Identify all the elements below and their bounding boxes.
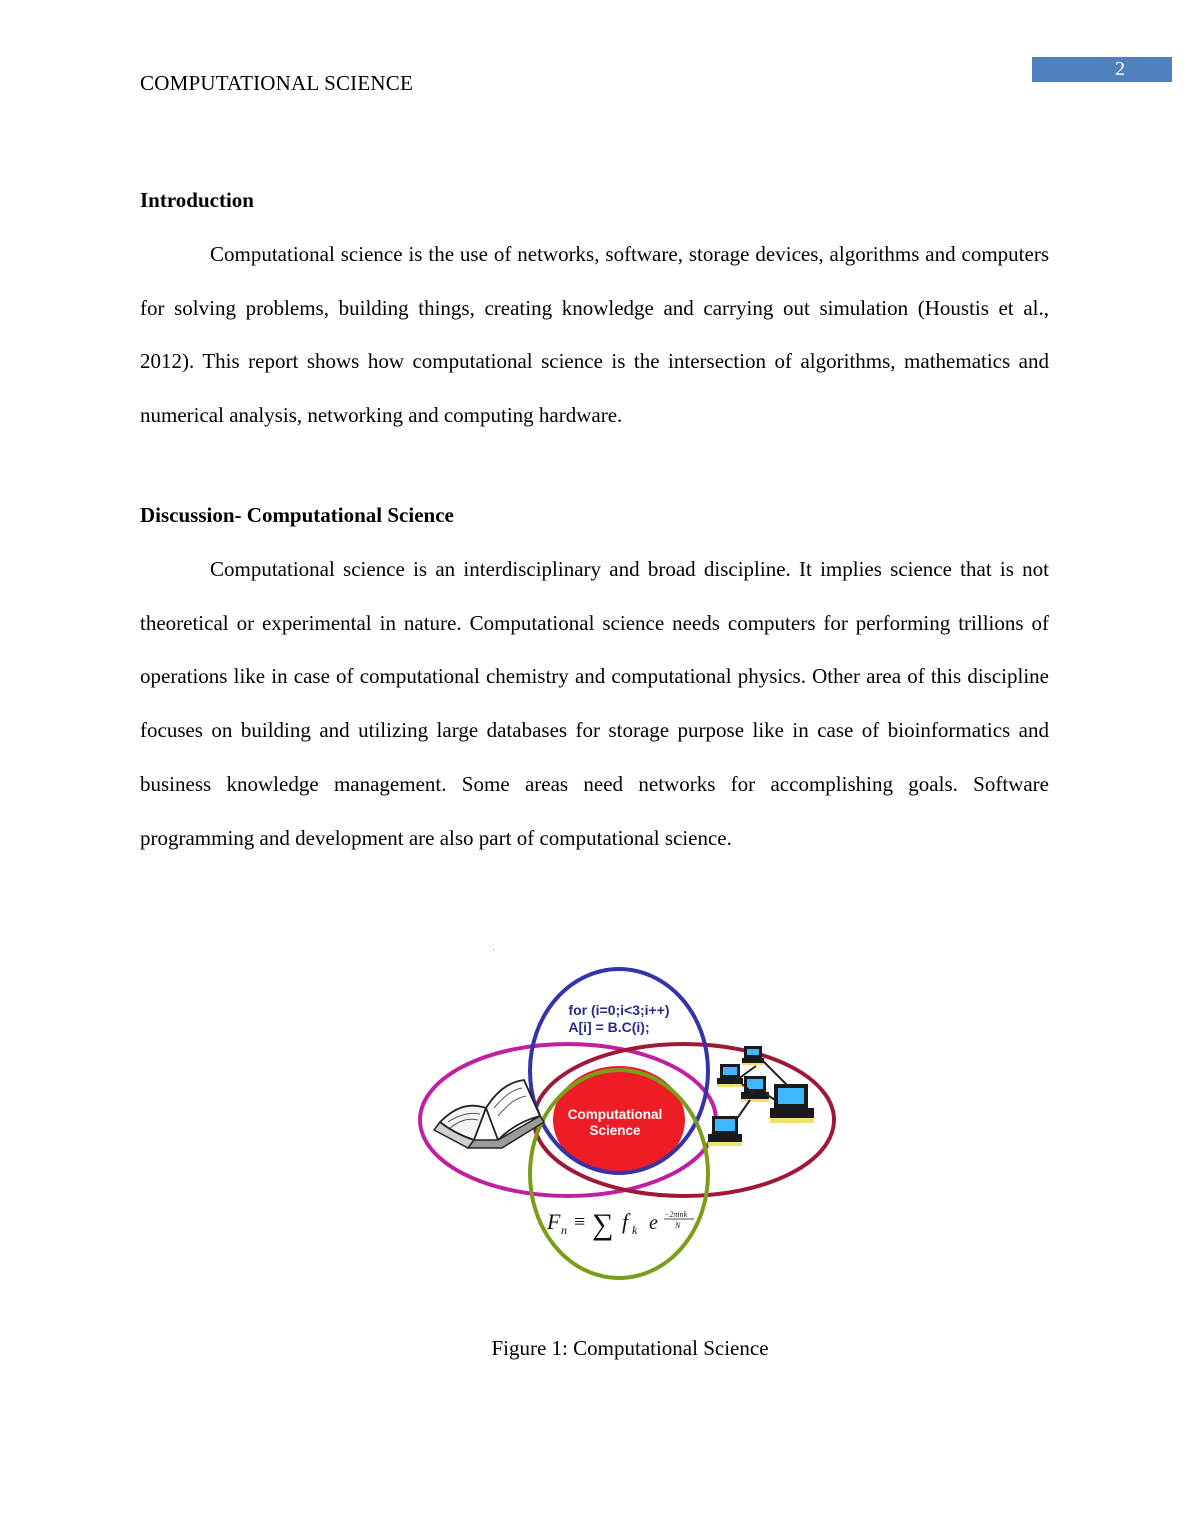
running-head: COMPUTATIONAL SCIENCE bbox=[140, 71, 413, 95]
svg-text:≡: ≡ bbox=[574, 1211, 586, 1233]
section-heading-discussion: Discussion- Computational Science bbox=[140, 503, 454, 527]
svg-text:−2πink: −2πink bbox=[664, 1210, 688, 1219]
svg-text:∑: ∑ bbox=[592, 1208, 614, 1241]
computational-science-venn-figure bbox=[416, 960, 840, 1286]
svg-text:e: e bbox=[649, 1212, 658, 1234]
discussion-paragraph bbox=[140, 543, 1049, 865]
open-book-icon bbox=[434, 1080, 544, 1148]
stray-dot bbox=[493, 949, 494, 950]
fourier-formula bbox=[546, 1208, 694, 1241]
discussion-text: Computational science is an interdisciplinary and broad discipline. It implies science that is not theoretical or experimental in nature. Computational science needs computers for performing trillions of operations like in case of computational chemistry and computational physics. Other area of this discipline focuses on building and utilizing large databases for storage purpose like in case of bioinformatics and business knowledge management. Some areas need networks for accomplishing goals. Software programming and development are also part of computational science. bbox=[140, 557, 1049, 850]
section-heading-introduction: Introduction bbox=[140, 188, 254, 212]
center-label-line2: Science bbox=[589, 1123, 641, 1138]
svg-text:f: f bbox=[622, 1209, 629, 1234]
page-number: 2 bbox=[1115, 58, 1125, 80]
introduction-text: Computational science is the use of networks, software, storage devices, algorithms and computers for solving problems, building things, creating knowledge and carrying out simulation (Houstis et al., 2012). This report shows how computational science is the intersection of algorithms, mathematics and numerical analysis, networking and computing hardware. bbox=[140, 242, 1049, 428]
figure-caption: Figure 1: Computational Science bbox=[491, 1336, 769, 1360]
code-line2: A[i] = B.C(i); bbox=[568, 1019, 650, 1035]
svg-text:k: k bbox=[632, 1223, 638, 1237]
introduction-paragraph bbox=[140, 228, 1049, 443]
svg-text:N: N bbox=[675, 1221, 681, 1230]
svg-text:F: F bbox=[547, 1209, 561, 1234]
center-label-line1: Computational bbox=[567, 1107, 663, 1122]
code-line1: for (i=0;i<3;i++) bbox=[568, 1002, 670, 1018]
venn-diagram bbox=[416, 960, 840, 1286]
svg-text:n: n bbox=[561, 1223, 567, 1237]
page-number-box bbox=[1032, 57, 1172, 82]
computer-network-icon bbox=[708, 1046, 814, 1146]
